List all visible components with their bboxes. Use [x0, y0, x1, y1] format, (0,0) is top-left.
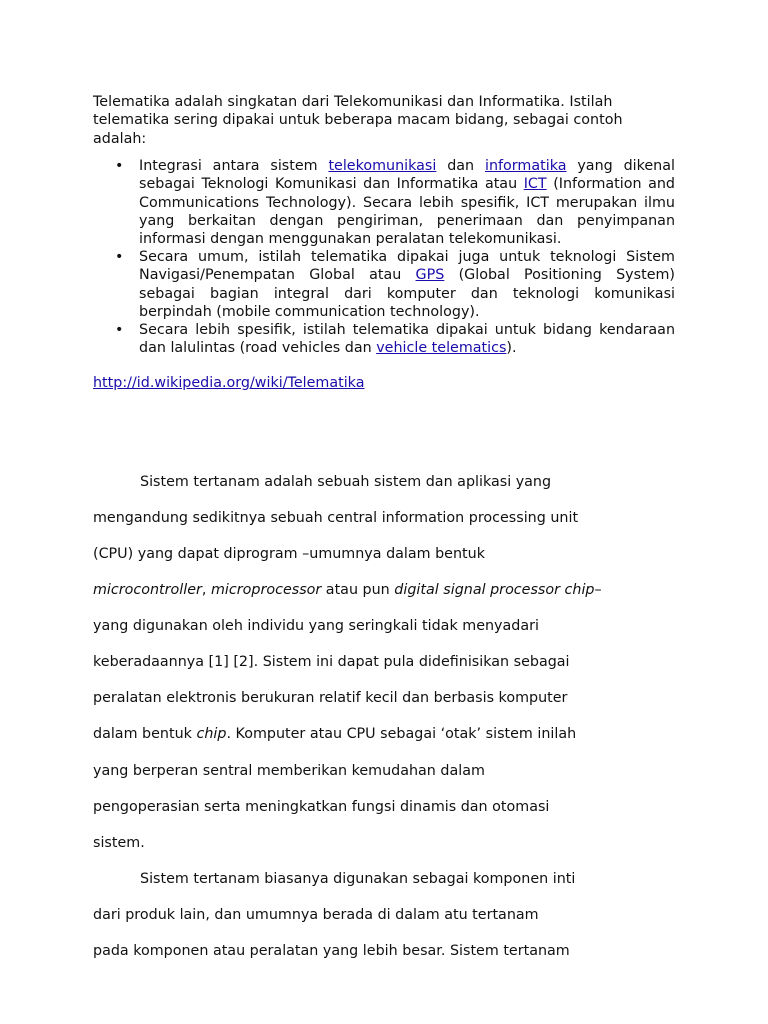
essay-line: pengoperasian serta meningkatkan fungsi dinamis dan otomasi — [93, 799, 550, 815]
link-vehicle-telematics[interactable]: vehicle telematics — [376, 340, 507, 357]
list-item: • Integrasi antara sistem telekomunikasi dan informatika yang dikenal sebagai Teknologi Komunikasi dan Informatika atau ICT (Information and Communications Technology). Secara lebih spesifik, ICT merupakan ilmu yang berkaitan dengan pengiriman, penerimaan dan penyimpanan informasi dengan menggunakan peralatan telekomunikasi. — [115, 158, 676, 248]
link-telekomunikasi[interactable]: telekomunikasi — [328, 158, 437, 175]
bullet-list — [93, 157, 675, 357]
essay-line: peralatan elektronis berukuran relatif kecil dan berbasis komputer — [93, 690, 568, 706]
essay-line: dari produk lain, dan umumnya berada di dalam atu tertanam — [93, 907, 539, 923]
essay-line: Sistem tertanam biasanya digunakan sebagai komponen inti — [140, 871, 576, 887]
intro-paragraph: Telematika adalah singkatan dari Telekomunikasi dan Informatika. Istilah telematika sering dipakai untuk beberapa macam bidang, sebagai contoh adalah: — [93, 94, 623, 147]
telematika-section — [93, 93, 675, 392]
source-link[interactable]: http://id.wikipedia.org/wiki/Telematika — [93, 375, 365, 392]
list-item: • Secara lebih spesifik, istilah telematika dipakai untuk bidang kendaraan dan lalulintas (road vehicles dan vehicle telematics). — [115, 322, 675, 357]
essay-line: dalam bentuk chip. Komputer atau CPU sebagai ‘otak’ sistem inilah — [93, 726, 577, 742]
link-gps[interactable]: GPS — [415, 267, 445, 284]
essay-line: Sistem tertanam adalah sebuah sistem dan aplikasi yang — [140, 474, 552, 490]
essay-line: keberadaannya [1] [2]. Sistem ini dapat pula didefinisikan sebagai — [93, 654, 570, 670]
bullet-icon: • — [115, 249, 124, 266]
essay-line: yang berperan sentral memberikan kemudahan dalam — [93, 763, 485, 779]
essay-line: microcontroller, microprocessor atau pun digital signal processor chip– — [93, 582, 602, 598]
essay-line: (CPU) yang dapat diprogram –umumnya dalam bentuk — [93, 546, 485, 562]
link-ict[interactable]: ICT — [523, 176, 547, 193]
list-item: • Secara umum, istilah telematika dipakai juga untuk teknologi Sistem Navigasi/Penempatan Global atau GPS (Global Positioning System) sebagai bagian integral dari komputer dan teknologi komunikasi berpindah (mobile communication technology). — [115, 249, 675, 320]
essay-line: mengandung sedikitnya sebuah central information processing unit — [93, 510, 579, 526]
bullet-icon: • — [115, 322, 124, 339]
essay-line: yang digunakan oleh individu yang seringkali tidak menyadari — [93, 618, 539, 634]
essay-line: sistem. — [93, 835, 145, 851]
bullet-icon: • — [115, 158, 124, 175]
essay-line: pada komponen atau peralatan yang lebih besar. Sistem tertanam — [93, 943, 570, 959]
link-informatika[interactable]: informatika — [484, 158, 567, 175]
